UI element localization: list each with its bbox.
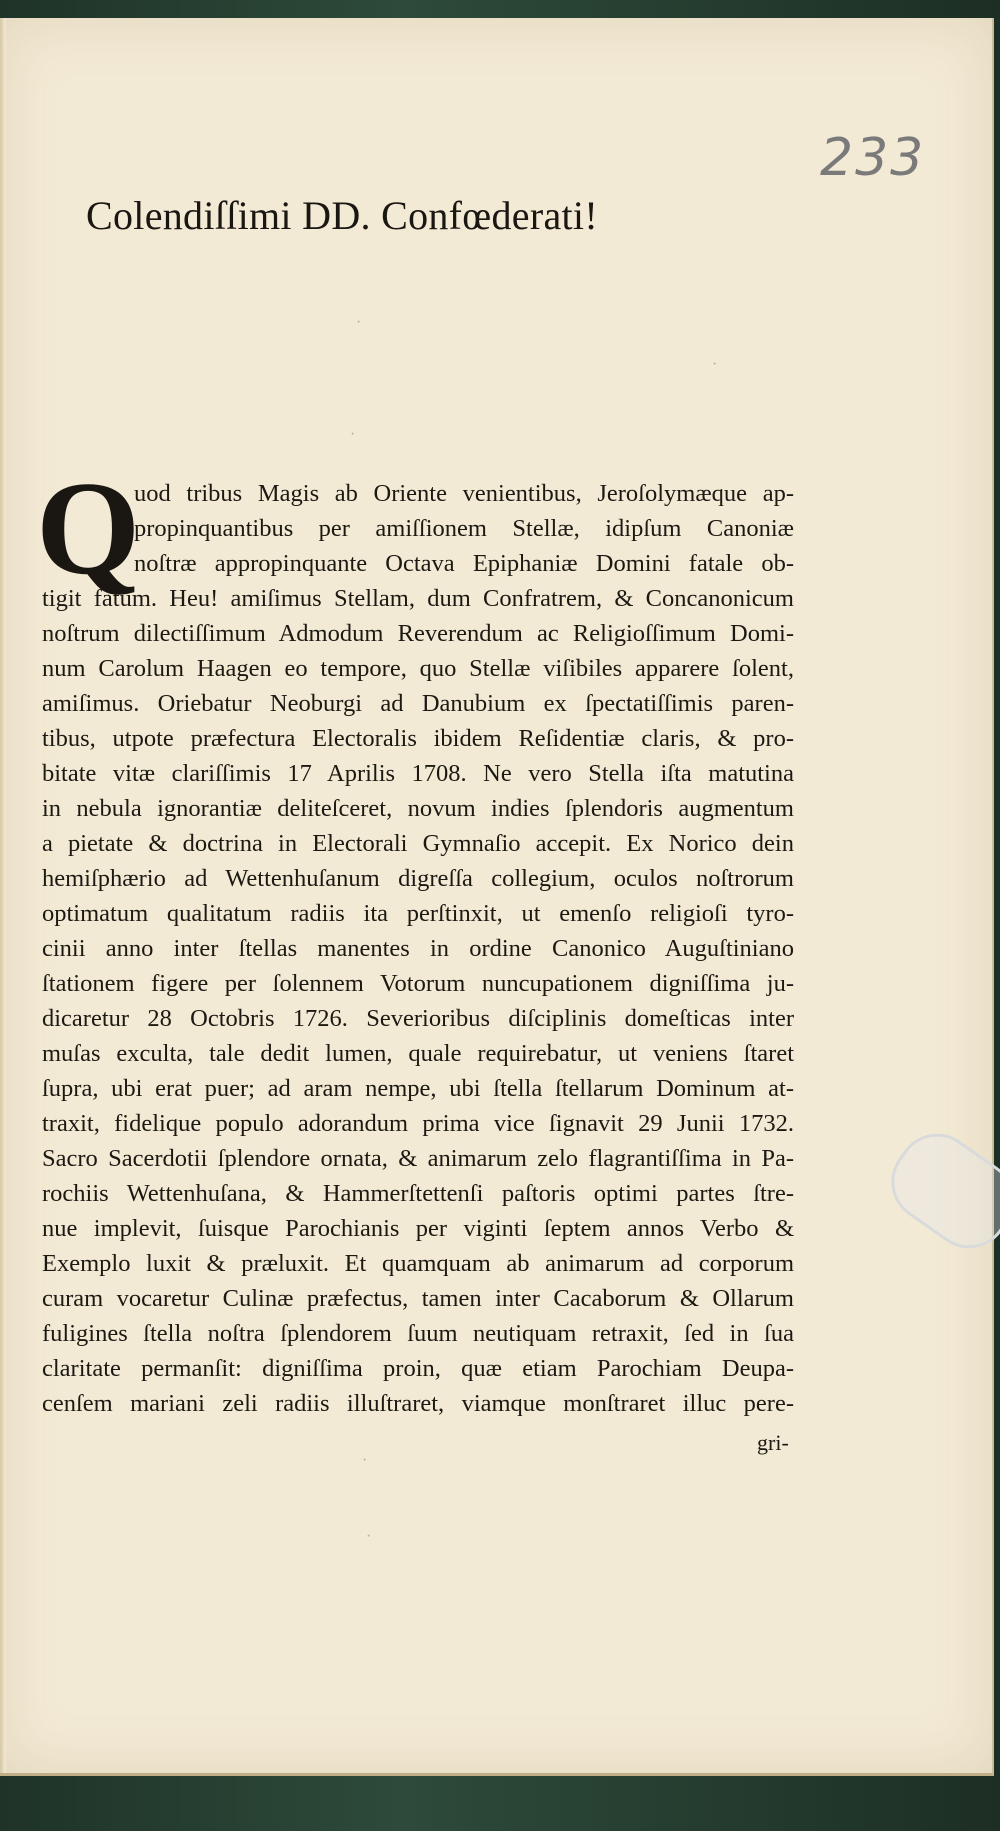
catchword: gri- <box>757 1430 789 1455</box>
bleed-through-mark: · <box>350 426 356 443</box>
text-line: curam vocaretur Culinæ præfectus, tamen inter Cacaborum & Ollarum <box>42 1285 794 1312</box>
text-line: dicaretur 28 Octobris 1726. Severioribus diſciplinis domeſticas inter <box>42 1005 794 1032</box>
text-line: traxit, fidelique populo adorandum prima vice ſignavit 29 Junii 1732. <box>42 1110 794 1137</box>
drop-cap: Q <box>36 454 141 602</box>
text-line: optimatum qualitatum radiis ita perſtinxit, ut emenſo religioſi tyro- <box>42 900 794 927</box>
bleed-through-mark: · <box>366 1528 372 1545</box>
text-line: nue implevit, ſuisque Parochianis per viginti ſeptem annos Verbo & <box>42 1215 794 1242</box>
text-line: in nebula ignorantiæ deliteſceret, novum indies ſplendoris augmentum <box>42 795 794 822</box>
text-line: amiſimus. Oriebatur Neoburgi ad Danubium ex ſpectatiſſimis paren- <box>42 690 794 717</box>
document-page <box>0 18 994 1776</box>
text-line: ſupra, ubi erat puer; ad aram nempe, ubi ſtella ſtellarum Dominum at- <box>42 1075 794 1102</box>
text-line: cenſem mariani zeli radiis illuſtraret, viamque monſtraret illuc pere- <box>42 1390 794 1417</box>
text-line: rochiis Wettenhuſana, & Hammerſtettenſi paſtoris optimi partes ſtre- <box>42 1180 794 1207</box>
bleed-through-mark: · <box>362 1452 368 1469</box>
text-line: fuligines ſtella noſtra ſplendorem ſuum neutiquam retraxit, ſed in ſua <box>42 1320 794 1347</box>
text-line: a pietate & doctrina in Electorali Gymnaſio accepit. Ex Norico dein <box>42 830 794 857</box>
text-line: tibus, utpote præfectura Electoralis ibidem Reſidentiæ claris, & pro- <box>42 725 794 752</box>
text-line: uod tribus Magis ab Oriente venientibus, Jeroſolymæque ap- <box>134 480 794 507</box>
text-line: noſtræ appropinquante Octava Epiphaniæ Domini fatale ob- <box>134 550 794 577</box>
document-title: Colendiſſimi DD. Confœderati! <box>86 193 598 238</box>
text-line: muſas exculta, tale dedit lumen, quale requirebatur, ut veniens ſtaret <box>42 1040 794 1067</box>
text-line: num Carolum Haagen eo tempore, quo Stellæ viſibiles apparere ſolent, <box>42 655 794 682</box>
bleed-through-mark: · <box>712 356 718 373</box>
text-line: hemiſphærio ad Wettenhuſanum digreſſa collegium, oculos noſtrorum <box>42 865 794 892</box>
text-line: bitate vitæ clariſſimis 17 Aprilis 1708. Ne vero Stella iſta matutina <box>42 760 794 787</box>
text-line: noſtrum dilectiſſimum Admodum Reverendum ac Religioſſimum Domi- <box>42 620 794 647</box>
page-edge <box>0 18 6 1773</box>
folio-number: 233 <box>820 128 926 188</box>
text-line: tigit fatum. Heu! amiſimus Stellam, dum Confratrem, & Concanonicum <box>42 585 794 612</box>
text-line: Exemplo luxit & præluxit. Et quamquam ab animarum ad corporum <box>42 1250 794 1277</box>
bleed-through-mark: · <box>356 314 362 331</box>
text-line: claritate permanſit: digniſſima proin, quæ etiam Parochiam Deupa- <box>42 1355 794 1382</box>
text-line: ſtationem figere per ſolennem Votorum nuncupationem digniſſima ju- <box>42 970 794 997</box>
text-line: cinii anno inter ſtellas manentes in ordine Canonico Auguſtiniano <box>42 935 794 962</box>
text-line: propinquantibus per amiſſionem Stellæ, idipſum Canoniæ <box>134 515 794 542</box>
text-line: Sacro Sacerdotii ſplendore ornata, & animarum zelo flagrantiſſima in Pa- <box>42 1145 794 1172</box>
body-text <box>36 454 794 1421</box>
